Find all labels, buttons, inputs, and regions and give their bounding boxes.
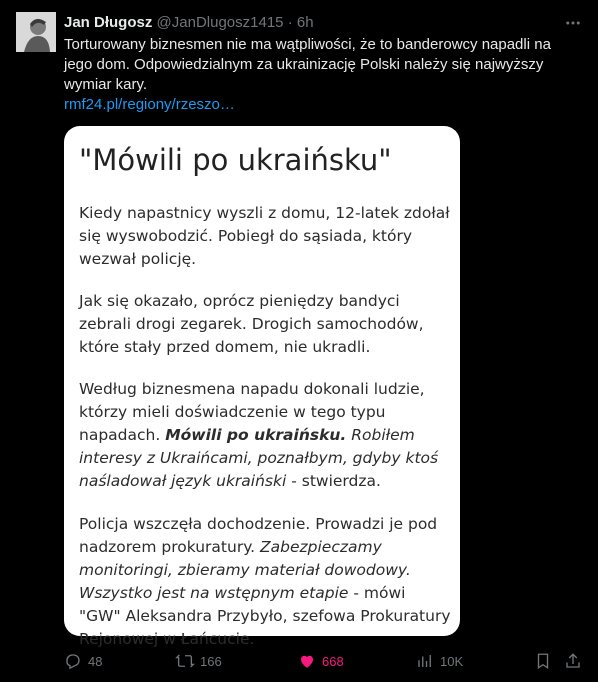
views-count: 10K: [440, 653, 464, 669]
more-icon[interactable]: [562, 12, 584, 34]
p3-text-end: - stwierdza.: [286, 472, 381, 490]
p3-text: Według biznesmena napadu dokonali ludzie, którzy mieli doświadczenie w tego typu napadach.: [79, 380, 425, 444]
share-icon: [564, 652, 582, 670]
views-icon: [416, 652, 434, 670]
card-paragraph-3: [79, 378, 451, 493]
reply-icon: [64, 652, 82, 670]
tweet-link[interactable]: rmf24.pl/regiony/rzeszo…: [64, 96, 235, 113]
p3-bold-italic: Mówili po ukraińsku.: [165, 426, 347, 444]
p3-italic: Robiłem interesy z Ukraińcami, poznałbym, gdyby ktoś naśladował język ukraiński: [79, 426, 439, 490]
attached-image[interactable]: [64, 126, 460, 648]
author-handle[interactable]: @JanDlugosz1415: [156, 14, 284, 31]
avatar[interactable]: [16, 12, 56, 52]
retweet-count: 166: [200, 653, 222, 669]
tweet-text: Torturowany biznesmen nie ma wątpliwości, że to banderowcy napadli na jego dom. Odpowiedzialnym za ukrainizację Polski należy się najwyższy wymiar kary.: [64, 36, 551, 93]
separator-dot: ·: [287, 14, 293, 31]
retweet-icon: [176, 652, 194, 670]
retweet-button[interactable]: [176, 650, 222, 672]
avatar-image: [16, 12, 56, 52]
card-title: "Mówili po ukraińsku": [79, 143, 392, 177]
card-paragraph-2: Jak się okazało, oprócz pieniędzy bandyci zebrali drogi zegarek. Drogich samochodów, które stały przed domem, nie ukradli.: [79, 292, 424, 356]
card-paragraph-1: Kiedy napastnicy wyszli z domu, 12-latek zdołał się wyswobodzić. Pobiegł do sąsiada, który wezwał policję.: [79, 204, 450, 268]
reply-button[interactable]: [64, 650, 102, 672]
like-button[interactable]: [298, 650, 344, 672]
bookmark-button[interactable]: [534, 650, 552, 672]
p4-text-end: - mówi "GW" Aleksandra Przybyło, szefowa Prokuratury Rejonowej w Łańcucie.: [79, 584, 451, 648]
author-name[interactable]: Jan Długosz: [64, 14, 153, 31]
p4-text: Policja wszczęła dochodzenie. Prowadzi je pod nadzorem prokuratury.: [79, 515, 438, 556]
share-button[interactable]: [564, 650, 582, 672]
tweet-header: [64, 13, 582, 33]
like-count: 668: [322, 653, 344, 669]
reply-count: 48: [88, 653, 103, 669]
like-icon: [298, 652, 316, 670]
bookmark-icon: [534, 652, 552, 670]
p4-italic: Zabezpieczamy monitoringi, zbieramy materiał dowodowy. Wszystko jest na wstępnym etapie: [79, 538, 411, 602]
views-button[interactable]: [416, 650, 463, 672]
card-paragraph-4: [79, 513, 451, 651]
action-bar: [64, 650, 584, 672]
tweet-time[interactable]: 6h: [296, 14, 314, 31]
